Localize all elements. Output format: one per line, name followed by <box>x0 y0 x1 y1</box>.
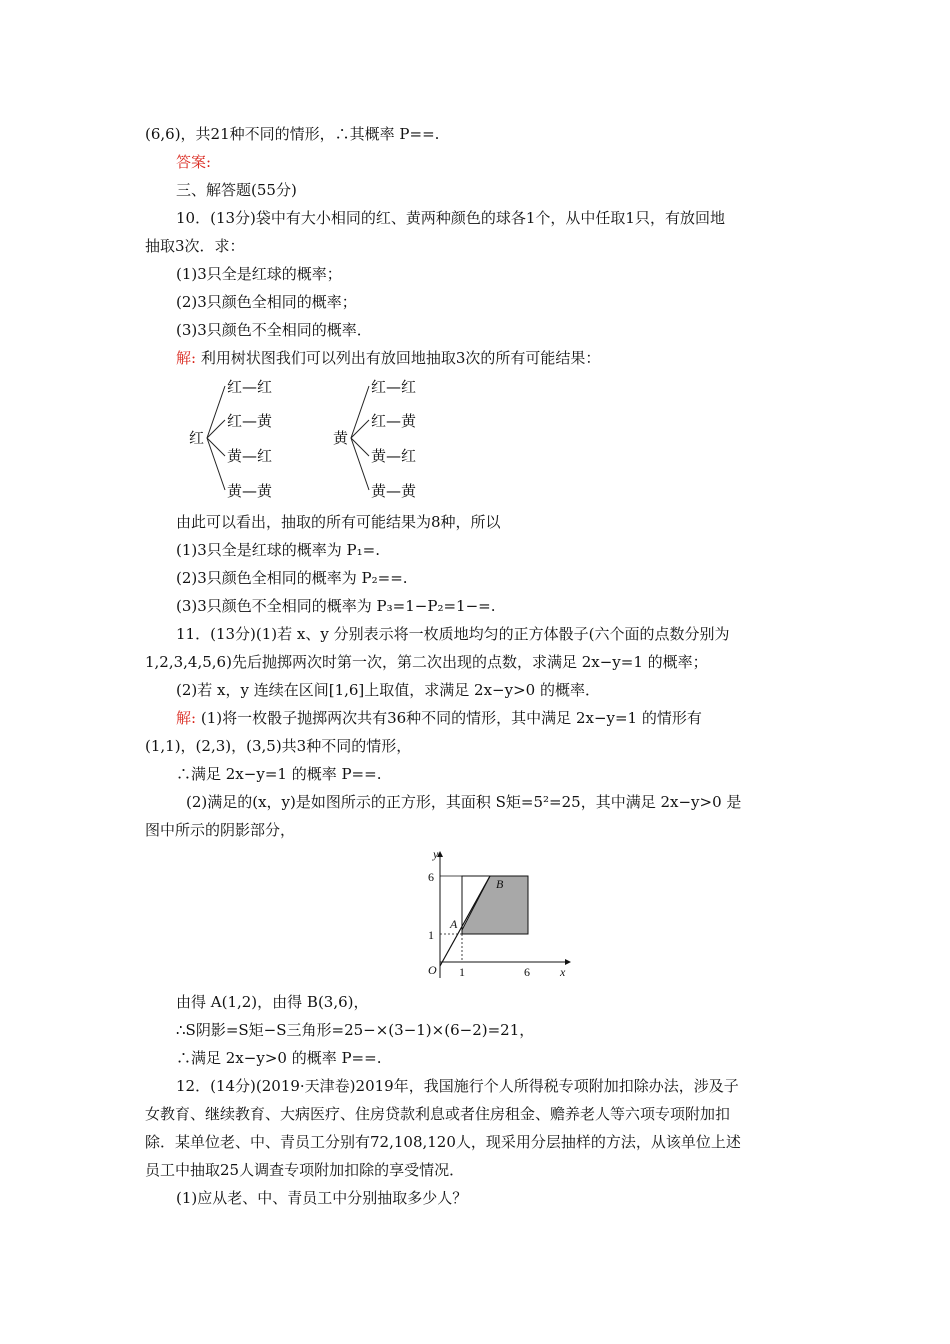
q10-solution-intro <box>176 348 600 368</box>
section-heading: 三、解答题(55分) <box>176 181 297 199</box>
y-axis-label: y <box>433 847 439 861</box>
x-tick-6: 6 <box>524 965 530 979</box>
q10-conclusion: 由此可以看出，抽取的所有可能结果为8种，所以 <box>176 513 501 531</box>
point-a-label: A <box>450 917 458 931</box>
q10-part1: (1)3只全是红球的概率； <box>176 265 342 283</box>
q12-text-3: 除．某单位老、中、青员工分别有72,108,120人，现采用分层抽样的方法，从该单位上述 <box>145 1133 741 1151</box>
y-tick-6: 6 <box>428 870 434 884</box>
q10-answer-3: (3)3只颜色不全相同的概率为 P₃=1−P₂=1−=. <box>176 597 496 615</box>
q11-text-2: 1,2,3,4,5,6)先后抛掷两次时第一次，第二次出现的点数，求满足 2x−y=1 的概率； <box>145 653 708 671</box>
q12-text-4: 员工中抽取25人调查专项附加扣除的享受情况． <box>145 1161 465 1179</box>
tree-left-root: 红 <box>189 429 205 447</box>
tree-right-root: 黄 <box>333 429 349 447</box>
q11-solution-2: (1,1)，(2,3)，(3,5)共3种不同的情形， <box>145 737 412 755</box>
q10-part2: (2)3只颜色全相同的概率； <box>176 293 357 311</box>
tree-right-leaf-4: 黄—黄 <box>371 482 417 500</box>
q12-text-2: 女教育、继续教育、大病医疗、住房贷款利息或者住房租金、赡养老人等六项专项附加扣 <box>145 1105 731 1123</box>
q10-answer-1: (1)3只全是红球的概率为 P₁=. <box>176 541 381 559</box>
q11-solution-6: 由得 A(1,2)，由得 B(3,6)， <box>176 993 369 1011</box>
q11-solution-8: ∴满足 2x−y>0 的概率 P==. <box>176 1049 382 1067</box>
solution-label-2: 解: <box>176 709 197 727</box>
q11-solution-3: ∴满足 2x−y=1 的概率 P==. <box>176 765 382 783</box>
q10-answer-2: (2)3只颜色全相同的概率为 P₂==. <box>176 569 408 587</box>
tree-left-leaf-4: 黄—黄 <box>227 482 273 500</box>
q11-solution-1 <box>176 708 702 728</box>
tree-left-leaf-2: 红—黄 <box>227 412 273 430</box>
tree-right-leaf-2: 红—黄 <box>371 412 417 430</box>
shaded-region <box>462 876 528 934</box>
tree-right-leaf-3: 黄—红 <box>371 447 417 465</box>
solution-text-2: (1)将一枚骰子抛掷两次共有36种不同的情形，其中满足 2x−y=1 的情形有 <box>200 709 702 727</box>
q11-solution-5: 图中所示的阴影部分， <box>145 821 296 839</box>
tree-diagram <box>185 372 445 508</box>
tree-left-leaf-3: 黄—红 <box>227 447 273 465</box>
line-01: (6,6)，共21种不同的情形，∴其概率 P==. <box>145 125 440 143</box>
answer-label: 答案: <box>176 153 212 171</box>
q11-part2: (2)若 x，y 连续在区间[1,6]上取值，求满足 2x−y>0 的概率． <box>176 681 600 699</box>
q12-text-1: 12．(14分)(2019·天津卷)2019年，我国施行个人所得税专项附加扣除办法，涉及子 <box>176 1077 739 1095</box>
solution-text: 利用树状图我们可以列出有放回地抽取3次的所有可能结果： <box>200 349 601 367</box>
point-b-label: B <box>496 877 504 891</box>
coordinate-graph <box>420 846 580 982</box>
x-axis-label: x <box>560 965 566 979</box>
q10-text-2: 抽取3次．求： <box>145 237 245 255</box>
solution-label: 解: <box>176 349 197 367</box>
x-tick-1: 1 <box>459 965 465 979</box>
q11-solution-4: (2)满足的(x，y)是如图所示的正方形，其面积 S矩=5²=25，其中满足 2x−y>0 是 <box>186 793 742 811</box>
q11-solution-7: ∴S阴影=S矩−S三角形=25−×(3−1)×(6−2)=21， <box>176 1021 535 1039</box>
q10-part3: (3)3只颜色不全相同的概率． <box>176 321 372 339</box>
q11-text-1: 11．(13分)(1)若 x、y 分别表示将一枚质地均匀的正方体骰子(六个面的点数分别为 <box>176 625 730 643</box>
q10-text-1: 10．(13分)袋中有大小相同的红、黄两种颜色的球各1个，从中任取1只，有放回地 <box>176 209 725 227</box>
y-tick-1: 1 <box>428 928 434 942</box>
tree-left-leaf-1: 红—红 <box>227 378 273 396</box>
q12-part1: (1)应从老、中、青员工中分别抽取多少人？ <box>176 1189 468 1207</box>
origin-label: O <box>428 963 437 977</box>
tree-right-leaf-1: 红—红 <box>371 378 417 396</box>
